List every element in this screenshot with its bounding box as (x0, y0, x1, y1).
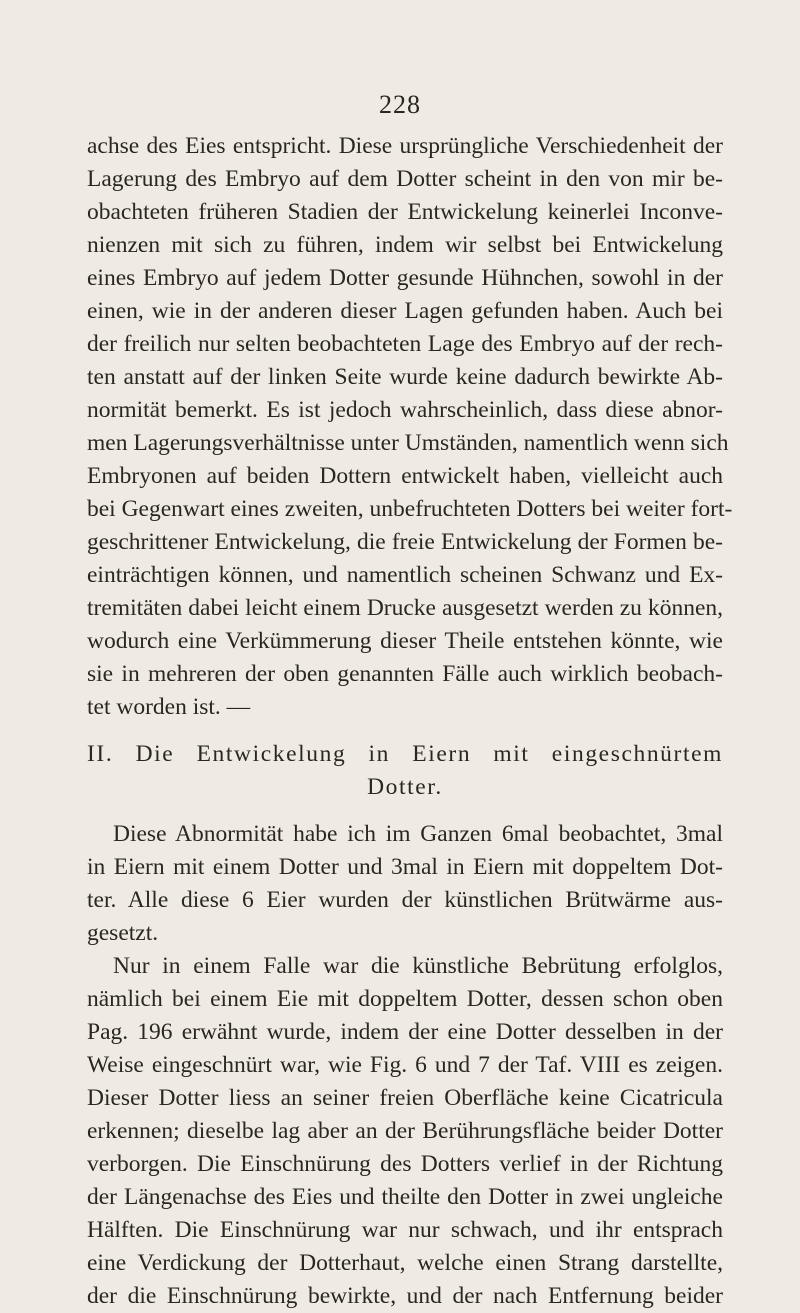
text-line: der freilich nur selten beobachteten Lage des Embryo auf der rech- (87, 331, 723, 357)
spacer (87, 804, 723, 818)
text-line: bei Gegenwart eines zweiten, unbefruchteten Dotters bei weiter fort- (87, 496, 733, 522)
text-line: sie in mehreren der oben genannten Fälle auch wirklich beobach- (87, 661, 723, 687)
text-line: geschrittener Entwickelung, die freie Entwickelung der Formen be- (87, 529, 723, 555)
page-number: 228 (379, 90, 421, 119)
paragraph-3 (87, 950, 723, 1313)
text-line: tremitäten dabei leicht einem Drucke ausgesetzt werden zu können, (87, 595, 723, 621)
text-line: eine Verdickung der Dotterhaut, welche einen Strang darstellte, (87, 1250, 723, 1276)
text-line: der die Einschnürung bewirkte, und der nach Entfernung beider (87, 1283, 723, 1309)
text-line: in Eiern mit einem Dotter und 3mal in Eiern mit doppeltem Dot- (87, 854, 723, 880)
text-line: wodurch eine Verkümmerung dieser Theile entstehen könnte, wie (87, 628, 723, 654)
text-line: gesetzt. (87, 920, 159, 946)
text-line: einen, wie in der anderen dieser Lagen gefunden haben. Auch bei (87, 298, 723, 324)
text-line: Diese Abnormität habe ich im Ganzen 6mal beobachtet, 3mal (113, 821, 723, 847)
section-heading-line-1: II. Die Entwickelung in Eiern mit eingeschnürtem (87, 741, 723, 767)
text-line: nienzen mit sich zu führen, indem wir selbst bei Entwickelung (87, 232, 723, 258)
text-line: Weise eingeschnürt war, wie Fig. 6 und 7 der Taf. VIII es zeigen. (87, 1052, 723, 1078)
text-line: normität bemerkt. Es ist jedoch wahrscheinlich, dass diese abnor- (87, 397, 723, 423)
text-line: Hälften. Die Einschnürung war nur schwach, und ihr entsprach (87, 1217, 723, 1243)
section-heading-line-2: Dotter. (367, 774, 443, 800)
section-heading (87, 738, 723, 804)
text-line: nämlich bei einem Eie mit doppeltem Dotter, dessen schon oben (87, 986, 723, 1012)
text-line: Embryonen auf beiden Dottern entwickelt haben, vielleicht auch (87, 463, 723, 489)
text-line: Pag. 196 erwähnt wurde, indem der eine Dotter desselben in der (87, 1019, 723, 1045)
text-line: erkennen; dieselbe lag aber an der Berührungsfläche beider Dotter (87, 1118, 723, 1144)
text-line: men Lagerungsverhältnisse unter Umständen, namentlich wenn sich (87, 430, 729, 456)
text-line: ten anstatt auf der linken Seite wurde keine dadurch bewirkte Ab- (87, 364, 723, 390)
text-line: Nur in einem Falle war die künstliche Bebrütung erfolglos, (113, 953, 723, 979)
text-line: eines Embryo auf jedem Dotter gesunde Hühnchen, sowohl in der (87, 265, 723, 291)
spacer (87, 724, 723, 738)
text-line: Dieser Dotter liess an seiner freien Oberfläche keine Cicatricula (87, 1085, 723, 1111)
paragraph-2 (87, 818, 723, 950)
text-line: verborgen. Die Einschnürung des Dotters verlief in der Richtung (87, 1151, 723, 1177)
text-line: ter. Alle diese 6 Eier wurden der künstlichen Brütwärme aus- (87, 887, 723, 913)
body-text (87, 130, 733, 1313)
text-line: tet worden ist. — (87, 694, 251, 720)
paragraph-1 (87, 130, 733, 724)
text-line: Lagerung des Embryo auf dem Dotter scheint in den von mir be- (87, 166, 723, 192)
text-line: achse des Eies entspricht. Diese ursprüngliche Verschiedenheit der (87, 133, 723, 159)
text-line: obachteten früheren Stadien der Entwickelung keinerlei Inconve- (87, 199, 723, 225)
text-line: einträchtigen können, und namentlich scheinen Schwanz und Ex- (87, 562, 723, 588)
text-line: der Längenachse des Eies und theilte den Dotter in zwei ungleiche (87, 1184, 723, 1210)
